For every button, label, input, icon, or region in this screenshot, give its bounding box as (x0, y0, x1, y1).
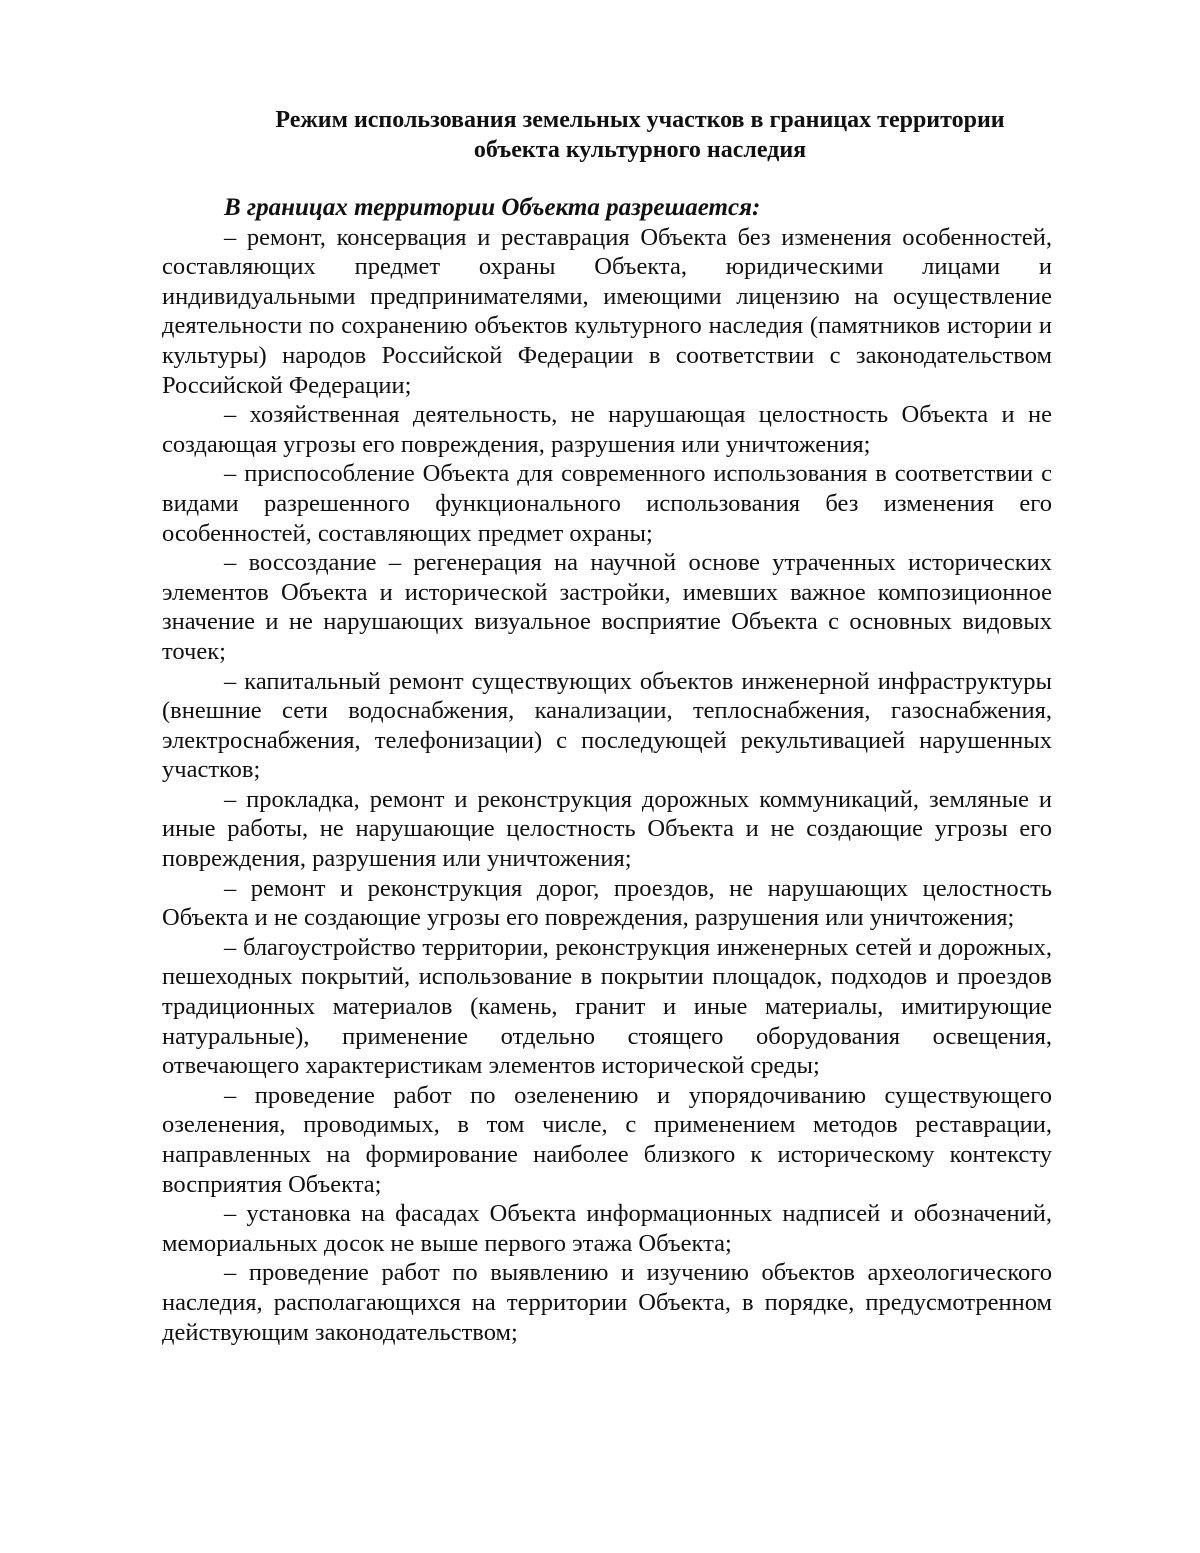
permitted-item-repair-restoration: – ремонт, консервация и реставрация Объекта без изменения особенностей, составляющих предмет охраны Объекта, юридическими лицами и индивидуальными предпринимателями, имеющими лицензию на осуществление деятельности по сохранению объектов культурного наследия (памятников истории и культуры) народов Российской Федерации в соответствии с законодательством Российской Федерации; (162, 223, 1052, 399)
permitted-item-recreation: – воссоздание – регенерация на научной основе утраченных исторических элементов Объекта и исторической застройки, имевших важное композиционное значение и не нарушающих визуальное восприятие Объекта с основных видовых точек; (162, 549, 1052, 665)
permitted-item-adaptation: – приспособление Объекта для современного использования в соответствии с видами разрешенного функционального использования без изменения его особенностей, составляющих предмет охраны; (162, 460, 1052, 547)
document-title (162, 106, 1052, 165)
section-subheading: В границах территории Объекта разрешается: (224, 194, 761, 221)
permitted-item-infrastructure-repair: – капитальный ремонт существующих объектов инженерной инфраструктуры (внешние сети водоснабжения, канализации, теплоснабжения, газоснабжения, электроснабжения, телефонизации) с последующей рекультивацией нарушенных участков; (162, 667, 1052, 784)
permitted-item-landscaping: – благоустройство территории, реконструкция инженерных сетей и дорожных, пешеходных покрытий, использование в покрытии площадок, подходов и проездов традиционных материалов (камень, гранит и иные материалы, имитирующие натуральные), применение отдельно стоящего оборудования освещения, отвечающего характеристикам элементов исторической среды; (162, 933, 1052, 1080)
permitted-item-economic-activity: – хозяйственная деятельность, не нарушающая целостность Объекта и не создающая угрозы его повреждения, разрушения или уничтожения; (162, 401, 1052, 458)
permitted-item-road-communications: – прокладка, ремонт и реконструкция дорожных коммуникаций, земляные и иные работы, не нарушающие целостность Объекта и не создающие угрозы его повреждения, разрушения или уничтожения; (162, 785, 1052, 873)
permitted-item-facade-signs: – установка на фасадах Объекта информационных надписей и обозначений, мемориальных досок не выше первого этажа Объекта; (162, 1200, 1052, 1257)
permitted-item-greening: – проведение работ по озеленению и упорядочиванию существующего озеленения, проводимых, в том числе, с применением методов реставрации, направленных на формирование наиболее близкого к историческому контексту восприятия Объекта; (162, 1081, 1052, 1198)
document-title-line-1: Режим использования земельных участков в границах территории (275, 107, 1005, 133)
permitted-item-roads-passages: – ремонт и реконструкция дорог, проездов, не нарушающих целостность Объекта и не создающие угрозы его повреждения, разрушения или уничтожения; (162, 874, 1052, 932)
document-page (162, 106, 1052, 1347)
permitted-item-archaeology: – проведение работ по выявлению и изучению объектов археологического наследия, располагающихся на территории Объекта, в порядке, предусмотренном действующим законодательством; (162, 1259, 1052, 1346)
document-title-line-2: объекта культурного наследия (473, 136, 807, 163)
